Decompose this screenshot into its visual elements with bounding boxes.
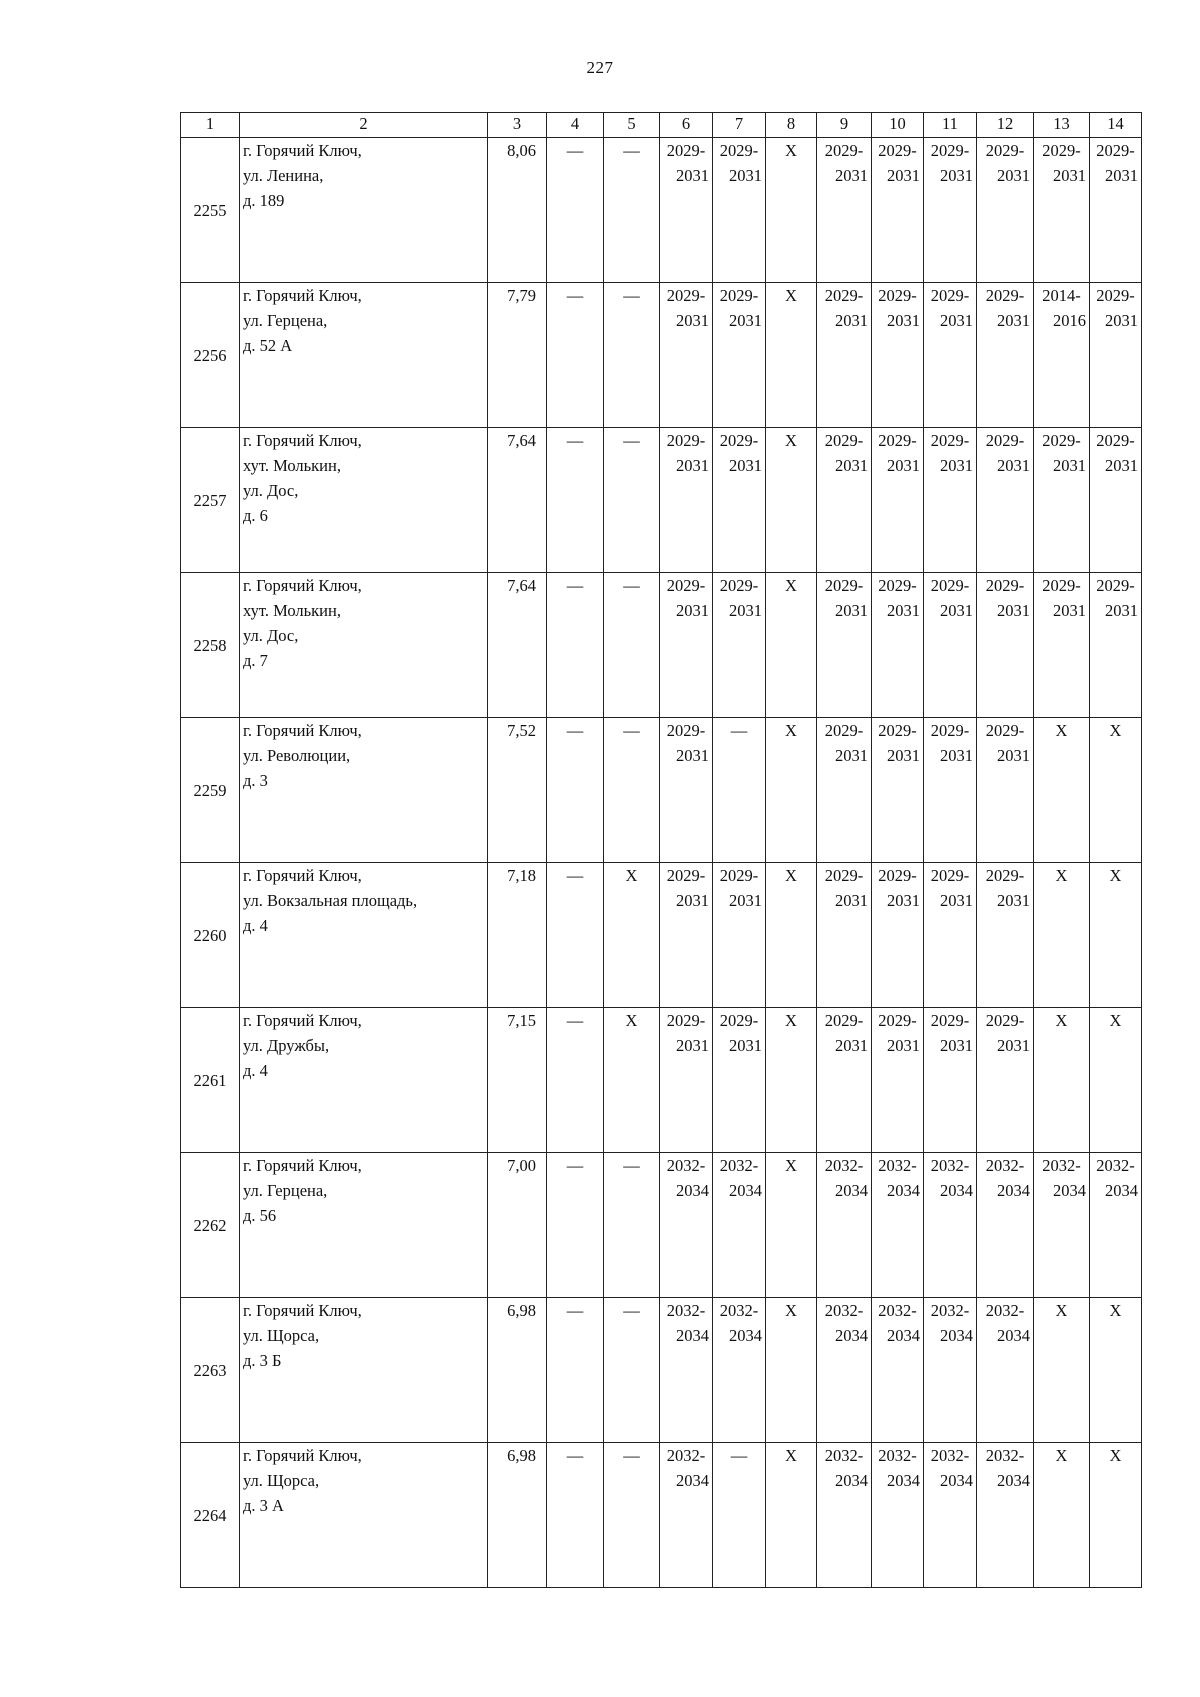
- period-value: 2032- 2034: [666, 1301, 709, 1345]
- dash-mark: —: [730, 721, 748, 740]
- cell-c6: [660, 1153, 713, 1298]
- cell-c6: [660, 1008, 713, 1153]
- period-value: 2014- 2016: [1042, 286, 1086, 330]
- period-value: 2032- 2034: [878, 1156, 920, 1200]
- period-value: 2029- 2031: [878, 141, 920, 185]
- cell-c11: [924, 138, 977, 283]
- column-header: 4: [547, 113, 604, 138]
- cell-c6: [660, 428, 713, 573]
- address-line: г. Горячий Ключ,: [243, 1301, 362, 1320]
- address-cell: [240, 1153, 488, 1298]
- cell-c14: [1090, 138, 1142, 283]
- cell-c6: [660, 573, 713, 718]
- address-cell: [240, 428, 488, 573]
- cell-c12: [977, 1008, 1034, 1153]
- cell-c4: [547, 1298, 604, 1443]
- cell-c14: [1090, 573, 1142, 718]
- address-line: д. 7: [243, 651, 268, 670]
- period-value: 2029- 2031: [878, 286, 920, 330]
- cell-c7: [713, 1153, 766, 1298]
- cell-c5: [604, 573, 660, 718]
- address-line: ул. Щорса,: [243, 1471, 320, 1490]
- cell-c5: X: [604, 863, 660, 1008]
- address-cell: [240, 573, 488, 718]
- dash-mark: —: [566, 431, 584, 450]
- cell-c7: [713, 1008, 766, 1153]
- period-value: 2029- 2031: [878, 576, 920, 620]
- value-cell-col3: 7,52: [488, 718, 547, 863]
- cell-c8: X: [766, 1443, 817, 1588]
- column-header: 7: [713, 113, 766, 138]
- cell-c11: [924, 863, 977, 1008]
- address-line: д. 3: [243, 771, 268, 790]
- value-cell-col3: 7,64: [488, 428, 547, 573]
- cell-c10: [872, 1153, 924, 1298]
- address-line: хут. Молькин,: [243, 601, 341, 620]
- row-number-cell: 2256: [181, 283, 240, 428]
- cell-c6: [660, 1298, 713, 1443]
- cell-c13: X: [1034, 718, 1090, 863]
- value-cell-col3: 7,15: [488, 1008, 547, 1153]
- cell-c11: [924, 283, 977, 428]
- period-value: 2029- 2031: [824, 1011, 868, 1055]
- dash-mark: —: [623, 576, 640, 595]
- dash-mark: —: [566, 1156, 584, 1175]
- cell-c4: [547, 1008, 604, 1153]
- column-header: 8: [766, 113, 817, 138]
- period-value: 2032- 2034: [985, 1446, 1030, 1490]
- cell-c11: [924, 1298, 977, 1443]
- table-row: [181, 1298, 1142, 1443]
- column-header: 9: [817, 113, 872, 138]
- address-line: г. Горячий Ключ,: [243, 141, 362, 160]
- cell-c8: X: [766, 1008, 817, 1153]
- dash-mark: —: [566, 1446, 584, 1465]
- cell-c13: X: [1034, 863, 1090, 1008]
- dash-mark: —: [623, 1446, 640, 1465]
- cell-c10: [872, 138, 924, 283]
- period-value: 2032- 2034: [930, 1156, 973, 1200]
- period-value: 2032- 2034: [666, 1156, 709, 1200]
- cell-c13: X: [1034, 1443, 1090, 1588]
- address-line: г. Горячий Ключ,: [243, 431, 362, 450]
- column-header: 1: [181, 113, 240, 138]
- period-value: 2029- 2031: [930, 576, 973, 620]
- dash-mark: —: [566, 576, 584, 595]
- address-line: д. 56: [243, 1206, 277, 1225]
- dash-mark: —: [623, 431, 640, 450]
- cell-c14: X: [1090, 1008, 1142, 1153]
- period-value: 2029- 2031: [930, 866, 973, 910]
- cell-c6: [660, 138, 713, 283]
- cell-c13: [1034, 573, 1090, 718]
- dash-mark: —: [623, 286, 640, 305]
- row-number-cell: 2260: [181, 863, 240, 1008]
- dash-mark: —: [566, 141, 584, 160]
- cell-c14: X: [1090, 863, 1142, 1008]
- address-line: г. Горячий Ключ,: [243, 1156, 362, 1175]
- cell-c13: [1034, 283, 1090, 428]
- cell-c9: [817, 573, 872, 718]
- cell-c8: X: [766, 573, 817, 718]
- period-value: 2032- 2034: [1042, 1156, 1086, 1200]
- address-line: д. 52 А: [243, 336, 293, 355]
- row-number-cell: 2258: [181, 573, 240, 718]
- period-value: 2029- 2031: [666, 141, 709, 185]
- cell-c4: [547, 1153, 604, 1298]
- cell-c9: [817, 428, 872, 573]
- period-value: 2029- 2031: [985, 141, 1030, 185]
- cell-c11: [924, 428, 977, 573]
- period-value: 2029- 2031: [824, 286, 868, 330]
- column-header: 5: [604, 113, 660, 138]
- cell-c10: [872, 283, 924, 428]
- cell-c4: [547, 428, 604, 573]
- period-value: 2029- 2031: [930, 1011, 973, 1055]
- cell-c8: X: [766, 863, 817, 1008]
- cell-c10: [872, 863, 924, 1008]
- period-value: 2032- 2034: [666, 1446, 709, 1490]
- address-line: хут. Молькин,: [243, 456, 341, 475]
- value-cell-col3: 6,98: [488, 1443, 547, 1588]
- period-value: 2029- 2031: [719, 576, 762, 620]
- address-line: ул. Герцена,: [243, 1181, 328, 1200]
- cell-c12: [977, 863, 1034, 1008]
- cell-c12: [977, 283, 1034, 428]
- cell-c4: [547, 863, 604, 1008]
- cell-c4: [547, 1443, 604, 1588]
- period-value: 2029- 2031: [1096, 431, 1138, 475]
- period-value: 2029- 2031: [985, 1011, 1030, 1055]
- table-row: [181, 1443, 1142, 1588]
- cell-c12: [977, 718, 1034, 863]
- cell-c8: X: [766, 138, 817, 283]
- address-line: ул. Ленина,: [243, 166, 324, 185]
- address-cell: [240, 1443, 488, 1588]
- period-value: 2029- 2031: [930, 141, 973, 185]
- dash-mark: —: [623, 141, 640, 160]
- cell-c5: [604, 138, 660, 283]
- period-value: 2032- 2034: [985, 1156, 1030, 1200]
- address-cell: [240, 1298, 488, 1443]
- cell-c6: [660, 863, 713, 1008]
- period-value: 2029- 2031: [930, 431, 973, 475]
- period-value: 2029- 2031: [824, 721, 868, 765]
- cell-c12: [977, 1443, 1034, 1588]
- address-line: г. Горячий Ключ,: [243, 866, 362, 885]
- cell-c11: [924, 1443, 977, 1588]
- period-value: 2032- 2034: [1096, 1156, 1138, 1200]
- address-line: г. Горячий Ключ,: [243, 721, 362, 740]
- row-number-cell: 2262: [181, 1153, 240, 1298]
- row-number-cell: 2255: [181, 138, 240, 283]
- dash-mark: —: [566, 866, 584, 885]
- cell-c5: [604, 1153, 660, 1298]
- address-cell: [240, 283, 488, 428]
- period-value: 2032- 2034: [719, 1156, 762, 1200]
- column-header: 12: [977, 113, 1034, 138]
- cell-c10: [872, 1298, 924, 1443]
- address-line: ул. Вокзальная площадь,: [243, 891, 418, 910]
- column-header: 14: [1090, 113, 1142, 138]
- dash-mark: —: [623, 1156, 640, 1175]
- address-cell: [240, 718, 488, 863]
- period-value: 2032- 2034: [878, 1301, 920, 1345]
- value-cell-col3: 7,18: [488, 863, 547, 1008]
- cell-c5: [604, 1443, 660, 1588]
- period-value: 2029- 2031: [1042, 576, 1086, 620]
- address-line: ул. Революции,: [243, 746, 351, 765]
- address-cell: [240, 138, 488, 283]
- address-line: д. 4: [243, 916, 268, 935]
- value-cell-col3: 7,00: [488, 1153, 547, 1298]
- row-number-cell: 2261: [181, 1008, 240, 1153]
- cell-c7: [713, 428, 766, 573]
- table-row: [181, 573, 1142, 718]
- value-cell-col3: 8,06: [488, 138, 547, 283]
- cell-c7: [713, 718, 766, 863]
- column-header: 10: [872, 113, 924, 138]
- address-line: г. Горячий Ключ,: [243, 286, 362, 305]
- cell-c8: X: [766, 428, 817, 573]
- period-value: 2032- 2034: [824, 1446, 868, 1490]
- period-value: 2029- 2031: [878, 1011, 920, 1055]
- address-line: г. Горячий Ключ,: [243, 1011, 362, 1030]
- cell-c5: X: [604, 1008, 660, 1153]
- row-number-cell: 2259: [181, 718, 240, 863]
- cell-c7: [713, 1443, 766, 1588]
- cell-c14: X: [1090, 718, 1142, 863]
- period-value: 2029- 2031: [985, 431, 1030, 475]
- cell-c6: [660, 283, 713, 428]
- cell-c9: [817, 1153, 872, 1298]
- cell-c9: [817, 863, 872, 1008]
- cell-c9: [817, 1298, 872, 1443]
- period-value: 2029- 2031: [985, 721, 1030, 765]
- period-value: 2029- 2031: [824, 431, 868, 475]
- row-number-cell: 2263: [181, 1298, 240, 1443]
- cell-c9: [817, 1443, 872, 1588]
- cell-c10: [872, 1008, 924, 1153]
- cell-c5: [604, 283, 660, 428]
- value-cell-col3: 6,98: [488, 1298, 547, 1443]
- period-value: 2032- 2034: [719, 1301, 762, 1345]
- cell-c4: [547, 573, 604, 718]
- address-line: д. 3 Б: [243, 1351, 282, 1370]
- cell-c11: [924, 573, 977, 718]
- period-value: 2029- 2031: [824, 866, 868, 910]
- address-line: г. Горячий Ключ,: [243, 576, 362, 595]
- cell-c11: [924, 1153, 977, 1298]
- column-header: 3: [488, 113, 547, 138]
- period-value: 2032- 2034: [985, 1301, 1030, 1345]
- period-value: 2029- 2031: [878, 866, 920, 910]
- period-value: 2029- 2031: [666, 866, 709, 910]
- period-value: 2029- 2031: [1096, 141, 1138, 185]
- cell-c8: X: [766, 718, 817, 863]
- cell-c13: [1034, 138, 1090, 283]
- cell-c13: X: [1034, 1298, 1090, 1443]
- cell-c11: [924, 718, 977, 863]
- period-value: 2029- 2031: [666, 576, 709, 620]
- dash-mark: —: [566, 286, 584, 305]
- period-value: 2029- 2031: [1096, 286, 1138, 330]
- cell-c5: [604, 428, 660, 573]
- cell-c14: [1090, 428, 1142, 573]
- period-value: 2029- 2031: [985, 866, 1030, 910]
- column-header: 6: [660, 113, 713, 138]
- period-value: 2032- 2034: [930, 1301, 973, 1345]
- table-row: [181, 428, 1142, 573]
- address-line: д. 6: [243, 506, 268, 525]
- period-value: 2029- 2031: [1042, 431, 1086, 475]
- cell-c10: [872, 573, 924, 718]
- cell-c4: [547, 138, 604, 283]
- cell-c7: [713, 138, 766, 283]
- cell-c14: X: [1090, 1443, 1142, 1588]
- cell-c6: [660, 1443, 713, 1588]
- table-row: [181, 283, 1142, 428]
- column-header: 2: [240, 113, 488, 138]
- cell-c9: [817, 138, 872, 283]
- cell-c7: [713, 573, 766, 718]
- column-header: 11: [924, 113, 977, 138]
- period-value: 2029- 2031: [666, 286, 709, 330]
- address-cell: [240, 863, 488, 1008]
- address-line: д. 3 А: [243, 1496, 284, 1515]
- address-line: д. 189: [243, 191, 285, 210]
- period-value: 2029- 2031: [666, 431, 709, 475]
- period-value: 2032- 2034: [930, 1446, 973, 1490]
- address-line: ул. Дружбы,: [243, 1036, 330, 1055]
- dash-mark: —: [730, 1446, 748, 1465]
- period-value: 2029- 2031: [824, 576, 868, 620]
- cell-c14: [1090, 1153, 1142, 1298]
- page-number: 227: [586, 58, 614, 77]
- period-value: 2032- 2034: [824, 1301, 868, 1345]
- cell-c8: X: [766, 1153, 817, 1298]
- value-cell-col3: 7,64: [488, 573, 547, 718]
- period-value: 2029- 2031: [930, 721, 973, 765]
- column-header: 13: [1034, 113, 1090, 138]
- cell-c8: X: [766, 283, 817, 428]
- period-value: 2029- 2031: [824, 141, 868, 185]
- table-body: [181, 138, 1142, 1588]
- address-line: г. Горячий Ключ,: [243, 1446, 362, 1465]
- housing-register-table: [180, 112, 1142, 1588]
- period-value: 2032- 2034: [824, 1156, 868, 1200]
- table-row: [181, 1008, 1142, 1153]
- dash-mark: —: [566, 721, 584, 740]
- cell-c13: [1034, 428, 1090, 573]
- cell-c4: [547, 283, 604, 428]
- cell-c12: [977, 138, 1034, 283]
- period-value: 2029- 2031: [930, 286, 973, 330]
- cell-c7: [713, 1298, 766, 1443]
- period-value: 2029- 2031: [1096, 576, 1138, 620]
- period-value: 2029- 2031: [985, 576, 1030, 620]
- cell-c7: [713, 283, 766, 428]
- row-number-cell: 2257: [181, 428, 240, 573]
- cell-c12: [977, 1298, 1034, 1443]
- cell-c10: [872, 1443, 924, 1588]
- cell-c8: X: [766, 1298, 817, 1443]
- period-value: 2029- 2031: [985, 286, 1030, 330]
- cell-c5: [604, 718, 660, 863]
- cell-c9: [817, 1008, 872, 1153]
- address-line: ул. Дос,: [243, 481, 299, 500]
- address-cell: [240, 1008, 488, 1153]
- period-value: 2032- 2034: [878, 1446, 920, 1490]
- table-row: [181, 1153, 1142, 1298]
- period-value: 2029- 2031: [719, 1011, 762, 1055]
- cell-c11: [924, 1008, 977, 1153]
- cell-c12: [977, 428, 1034, 573]
- address-line: ул. Дос,: [243, 626, 299, 645]
- period-value: 2029- 2031: [719, 866, 762, 910]
- address-line: ул. Щорса,: [243, 1326, 320, 1345]
- value-cell-col3: 7,79: [488, 283, 547, 428]
- cell-c9: [817, 718, 872, 863]
- cell-c6: [660, 718, 713, 863]
- cell-c4: [547, 718, 604, 863]
- period-value: 2029- 2031: [1042, 141, 1086, 185]
- cell-c14: X: [1090, 1298, 1142, 1443]
- address-line: ул. Герцена,: [243, 311, 328, 330]
- cell-c9: [817, 283, 872, 428]
- period-value: 2029- 2031: [719, 431, 762, 475]
- address-line: д. 4: [243, 1061, 268, 1080]
- period-value: 2029- 2031: [878, 431, 920, 475]
- period-value: 2029- 2031: [719, 141, 762, 185]
- period-value: 2029- 2031: [666, 721, 709, 765]
- cell-c10: [872, 428, 924, 573]
- row-number-cell: 2264: [181, 1443, 240, 1588]
- cell-c13: X: [1034, 1008, 1090, 1153]
- cell-c14: [1090, 283, 1142, 428]
- table-row: [181, 718, 1142, 863]
- cell-c12: [977, 1153, 1034, 1298]
- dash-mark: —: [566, 1301, 584, 1320]
- dash-mark: —: [566, 1011, 584, 1030]
- cell-c10: [872, 718, 924, 863]
- period-value: 2029- 2031: [666, 1011, 709, 1055]
- column-number-header-row: [181, 113, 1142, 138]
- period-value: 2029- 2031: [878, 721, 920, 765]
- dash-mark: —: [623, 721, 640, 740]
- cell-c12: [977, 573, 1034, 718]
- cell-c5: [604, 1298, 660, 1443]
- table-row: [181, 863, 1142, 1008]
- table-row: [181, 138, 1142, 283]
- period-value: 2029- 2031: [719, 286, 762, 330]
- cell-c13: [1034, 1153, 1090, 1298]
- cell-c7: [713, 863, 766, 1008]
- dash-mark: —: [623, 1301, 640, 1320]
